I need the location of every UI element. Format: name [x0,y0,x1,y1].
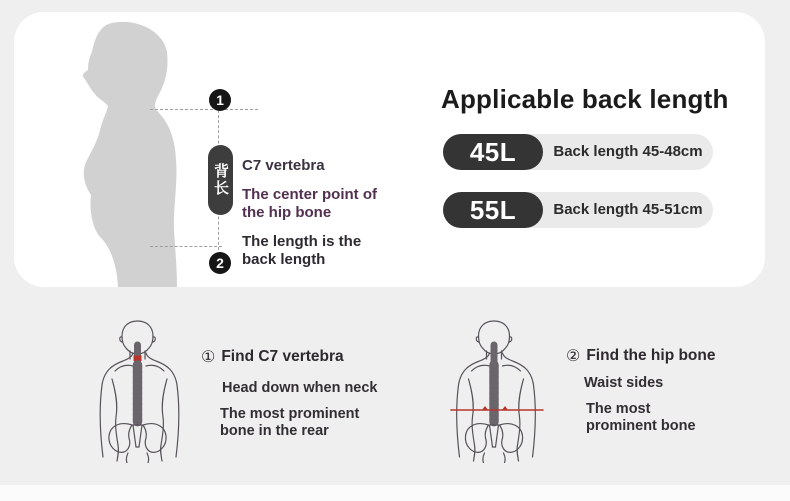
step2-hint2-line1: The most [586,401,651,417]
length-line1: The length is the [242,233,362,250]
leg-lines [483,453,505,463]
size-option-45l[interactable] [443,134,713,170]
hip-center-line1: The center point of [242,186,377,203]
step1-hint2 [220,406,359,440]
pelvis-left-wing [465,424,488,453]
applicable-back-length-heading: Applicable back length [441,84,729,114]
circled-1-icon: ① [201,349,216,366]
step2-title-text: Find the hip bone [586,347,716,364]
step1-title-text: Find C7 vertebra [221,348,344,365]
hip-center-line2: the hip bone [242,203,332,221]
marker-2-badge: 2 [209,252,231,274]
back-length-chinese-badge: 背长 [208,145,233,215]
back-length-definition-label [242,233,361,268]
profile-silhouette-illustration [75,22,185,287]
step2-hint2 [586,401,696,435]
size-55l-chip[interactable]: 55L [443,192,543,228]
length-line2: back length [242,250,326,268]
sacrum [133,425,142,447]
step2-hint1: Waist sides [584,375,664,391]
measurement-panel [14,12,765,287]
hipbone-back-figure-illustration [446,313,546,463]
circled-2-icon: ② [566,348,581,365]
step2-title [566,346,716,366]
step1-hint1: Head down when neck [222,380,378,396]
c7-red-vertebra [134,356,142,362]
step1-title [201,347,344,367]
c7-back-figure-illustration [92,313,187,463]
step2-hint2-line2: prominent bone [586,418,696,434]
size-45l-chip[interactable]: 45L [443,134,543,170]
size-45l-range-label: Back length 45-48cm [553,143,703,160]
size-55l-range-label: Back length 45-51cm [553,201,703,218]
ears [476,337,512,342]
step1-hint2-line1: The most prominent [220,406,360,422]
c7-vertebra-label: C7 vertebra [242,157,325,174]
ears [120,337,156,342]
sacrum [490,425,499,447]
step1-hint2-line2: bone in the rear [220,423,329,439]
next-panel-edge [0,485,790,501]
hip-dashed-guide-line [150,246,222,247]
size-option-55l[interactable] [443,192,713,228]
c7-dashed-guide-line [150,109,258,110]
hip-center-label [242,186,377,221]
pelvis-left-wing [109,424,132,453]
leg-lines [126,453,148,463]
marker-1-badge: 1 [209,89,231,111]
